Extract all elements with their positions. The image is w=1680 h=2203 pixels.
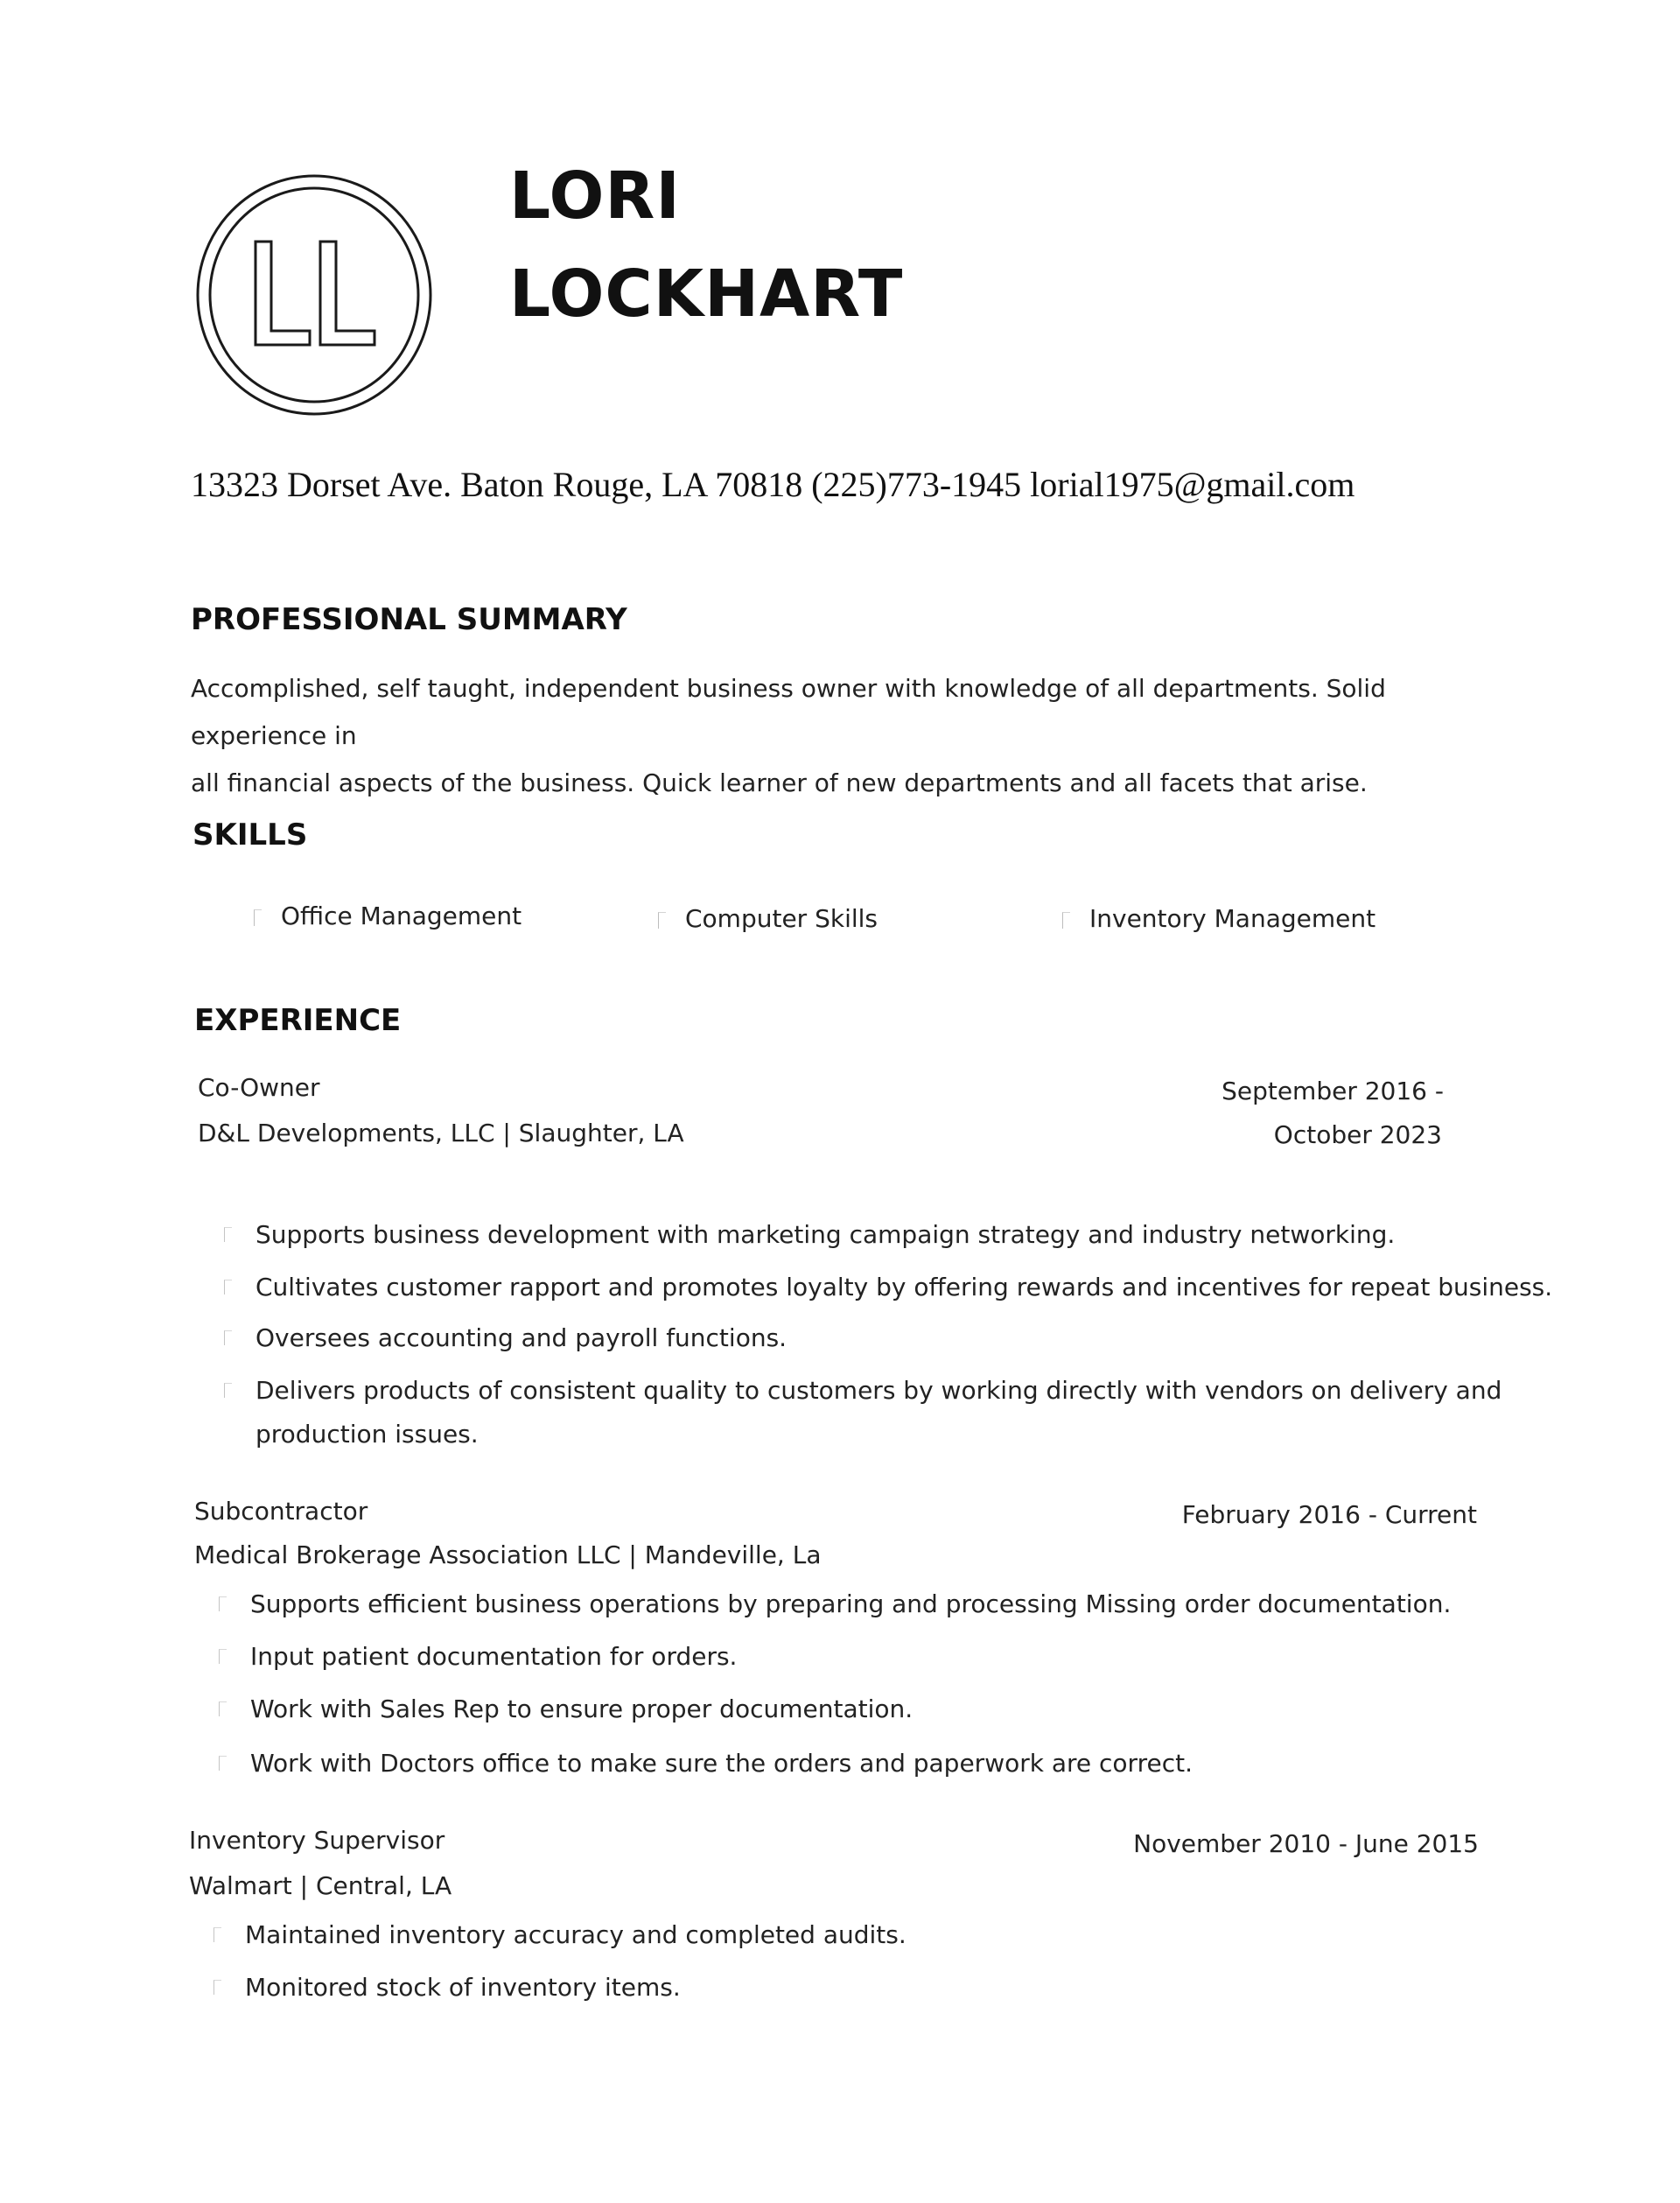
summary-line: all financial aspects of the business. Quick learner of new departments and all facets that arise. [191, 768, 1368, 797]
job-dates: September 2016 - [1222, 1077, 1444, 1105]
monogram-logo [194, 173, 434, 417]
skill-label: Inventory Management [1089, 904, 1376, 933]
job-bullet: Work with Doctors office to make sure the orders and paperwork are correct. [250, 1742, 1193, 1786]
job-company: Walmart | Central, LA [189, 1871, 452, 1900]
job-bullet: Cultivates customer rapport and promotes loyalty by offering rewards and incentives for repeat business. [256, 1266, 1552, 1309]
bullet-icon [224, 1383, 232, 1398]
bullet-icon [224, 1330, 232, 1345]
summary-heading: PROFESSIONAL SUMMARY [191, 602, 627, 637]
bullet-icon [254, 909, 262, 926]
skill-item [658, 904, 878, 933]
job-dates: November 2010 - June 2015 [1133, 1829, 1479, 1858]
job-title: Inventory Supervisor [189, 1826, 445, 1855]
bullet-icon [214, 1980, 221, 1995]
job-bullet: Maintained inventory accuracy and completed audits. [245, 1913, 906, 1957]
skills-heading: SKILLS [192, 817, 308, 852]
job-title: Co-Owner [198, 1073, 320, 1102]
skill-item [254, 902, 522, 930]
experience-heading: EXPERIENCE [194, 1003, 402, 1038]
job-bullet: Delivers products of consistent quality to customers by working directly with vendors on delivery and [256, 1369, 1502, 1413]
job-company: Medical Brokerage Association LLC | Mandeville, La [194, 1540, 822, 1569]
bullet-icon [224, 1227, 232, 1242]
bullet-icon [658, 912, 666, 929]
job-bullet: Monitored stock of inventory items. [245, 1966, 681, 2010]
bullet-icon [219, 1596, 227, 1611]
job-bullet: Supports efficient business operations by preparing and processing Missing order documentation. [250, 1582, 1451, 1626]
job-bullet: Input patient documentation for orders. [250, 1635, 737, 1679]
contact-line: 13323 Dorset Ave. Baton Rouge, LA 70818 (225)773-1945 lorial1975@gmail.com [191, 465, 1355, 504]
job-title: Subcontractor [194, 1497, 368, 1526]
bullet-icon [219, 1701, 227, 1716]
name-block [509, 147, 903, 343]
bullet-icon [219, 1649, 227, 1664]
skill-label: Office Management [281, 902, 522, 930]
bullet-icon [214, 1927, 221, 1942]
summary-text [191, 665, 1486, 807]
job-bullet: Work with Sales Rep to ensure proper documentation. [250, 1687, 913, 1731]
skill-label: Computer Skills [685, 904, 878, 933]
first-name: LORI [509, 158, 681, 234]
job-bullet-continued: production issues. [256, 1420, 479, 1449]
bullet-icon [224, 1280, 232, 1294]
bullet-icon [1062, 912, 1070, 929]
bullet-icon [219, 1756, 227, 1771]
summary-line: Accomplished, self taught, independent business owner with knowledge of all departments. Solid experience in [191, 674, 1386, 750]
skill-item [1062, 904, 1376, 933]
job-company: D&L Developments, LLC | Slaughter, LA [198, 1119, 684, 1147]
job-bullet: Oversees accounting and payroll functions. [256, 1316, 787, 1360]
job-bullet: Supports business development with marketing campaign strategy and industry networking. [256, 1213, 1395, 1257]
job-dates: February 2016 - Current [1181, 1500, 1477, 1529]
last-name: LOCKHART [509, 256, 904, 332]
job-dates: October 2023 [1273, 1120, 1442, 1149]
